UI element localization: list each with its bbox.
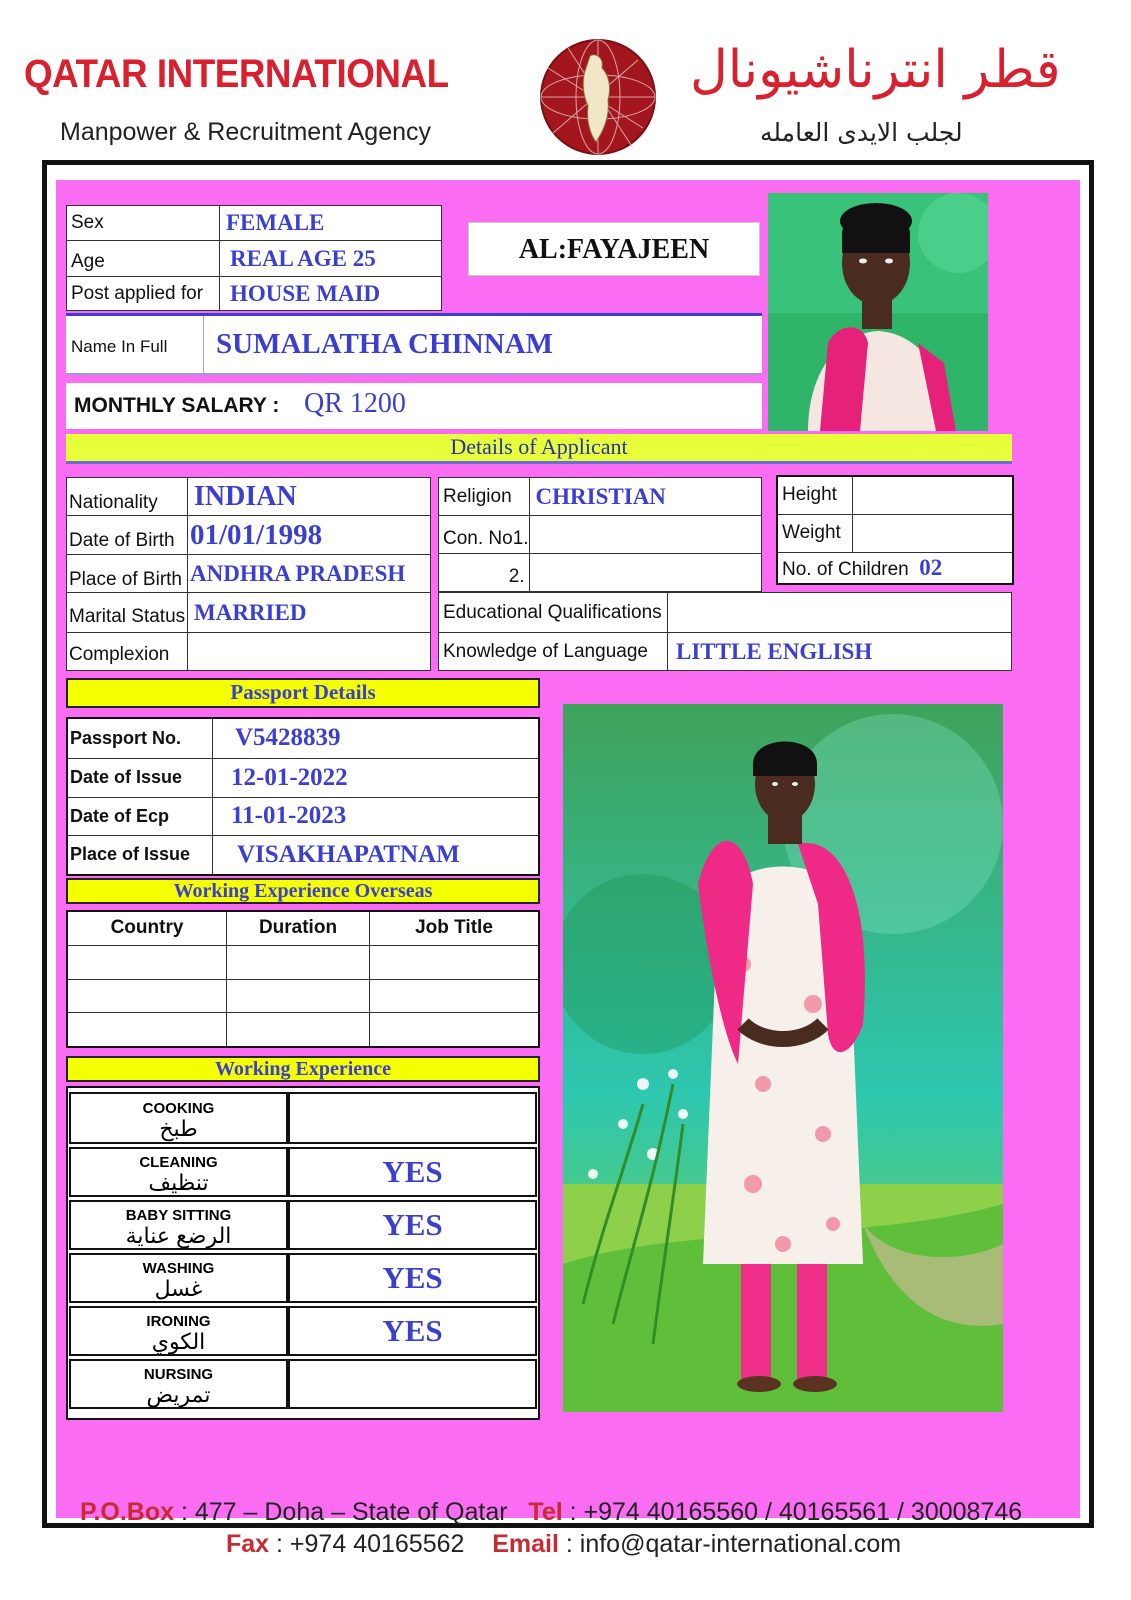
issue-place-value: VISAKHAPATNAM: [237, 840, 460, 868]
language-value: LITTLE ENGLISH: [676, 638, 873, 664]
skill-value: YES: [382, 1154, 443, 1189]
skill-value: YES: [382, 1313, 443, 1348]
agency-subtitle-en: Manpower & Recruitment Agency: [60, 118, 432, 146]
expiry-date-value: 11-01-2023: [231, 802, 347, 829]
agency-name-ar: قطر انترناشيونال: [690, 40, 1061, 100]
agency-subtitle-ar: لجلب الايدى العامله: [760, 118, 963, 147]
passport-no-value: V5428839: [235, 724, 341, 752]
expiry-date-label: Date of Ecp: [70, 805, 170, 826]
education-label: Educational Qualifications: [443, 601, 662, 623]
skill-label-ar: تمريض: [146, 1381, 211, 1407]
passport-table: [66, 717, 540, 876]
age-label: Age: [71, 250, 105, 272]
skill-label-ar: تنظيف: [148, 1169, 209, 1195]
nationality-value: INDIAN: [194, 480, 297, 512]
religion-value: CHRISTIAN: [535, 483, 666, 509]
basic-info-table: [66, 205, 442, 311]
email-value[interactable]: : info@qatar-international.com: [558, 1530, 902, 1558]
contact2-label: 2.: [508, 565, 525, 587]
footer-line-1: [80, 1498, 1022, 1527]
education-table: [438, 592, 1012, 671]
applicant-full-length-photo: [563, 704, 1003, 1412]
table-row: [67, 979, 539, 1012]
skill-row-cooking: [69, 1092, 537, 1144]
skill-label: BABY SITTING: [125, 1206, 232, 1224]
skill-label-ar: الكوي: [151, 1328, 206, 1354]
post-label: Post applied for: [71, 282, 204, 304]
skill-row-baby-sitting: [69, 1200, 537, 1250]
skill-value: YES: [382, 1207, 443, 1242]
dob-label: Date of Birth: [69, 530, 175, 551]
skill-label: CLEANING: [139, 1153, 218, 1171]
pobox-value: : 477 – Doha – State of Qatar: [174, 1498, 508, 1526]
skill-label-ar: غسل: [154, 1275, 203, 1301]
overseas-title: Working Experience Overseas: [66, 878, 540, 904]
skill-value: YES: [382, 1260, 443, 1295]
footer-line-2: [226, 1530, 901, 1559]
details-title: Details of Applicant: [66, 434, 1012, 464]
name-value: SUMALATHA CHINNAM: [216, 328, 553, 360]
agency-name-en: QATAR INTERNATIONAL: [24, 52, 449, 96]
children-value: 02: [919, 554, 943, 580]
job-title-header: Job Title: [415, 917, 493, 939]
physical-table: [776, 475, 1014, 585]
contact1-label: Con. No1.: [443, 527, 529, 549]
personal-details-table: [66, 477, 431, 671]
salary-row: [66, 383, 762, 429]
name-label: Name In Full: [71, 337, 168, 356]
skill-row-nursing: [69, 1359, 537, 1409]
duration-header: Duration: [258, 917, 338, 939]
sex-label: Sex: [71, 212, 104, 233]
skill-label: IRONING: [146, 1312, 211, 1330]
pob-value: ANDHRA PRADESH: [190, 560, 406, 586]
skills-table: [69, 1089, 537, 1412]
office-box: [468, 222, 760, 276]
issue-date-value: 12-01-2022: [231, 763, 348, 791]
passport-title: Passport Details: [66, 678, 540, 708]
issue-date-label: Date of Issue: [70, 767, 183, 787]
skill-label: NURSING: [143, 1365, 214, 1383]
passport-no-label: Passport No.: [70, 727, 182, 748]
experience-title: Working Experience: [66, 1056, 540, 1082]
children-label: No. of Children: [782, 558, 909, 580]
dob-value: 01/01/1998: [190, 518, 323, 551]
religion-contact-table: [438, 477, 762, 592]
skill-label-ar: طبخ: [159, 1115, 198, 1141]
age-value: REAL AGE 25: [230, 245, 376, 271]
skill-label-ar: الرضع عناية: [125, 1222, 232, 1248]
pobox-label: P.O.Box: [80, 1498, 175, 1526]
globe-logo-icon: [538, 38, 658, 156]
post-value: HOUSE MAID: [230, 280, 381, 306]
tel-value: : +974 40165560 / 40165561 / 30008746: [562, 1498, 1023, 1526]
pob-label: Place of Birth: [69, 568, 182, 590]
weight-label: Weight: [782, 522, 841, 543]
applicant-portrait-photo: [768, 193, 988, 431]
country-header: Country: [110, 917, 184, 939]
table-row: [67, 945, 539, 979]
height-label: Height: [782, 484, 837, 506]
skill-row-cleaning: [69, 1147, 537, 1197]
office-name: AL:FAYAJEEN: [518, 234, 710, 265]
tel-label: Tel: [528, 1498, 563, 1526]
skill-label: WASHING: [142, 1259, 215, 1277]
nationality-label: Nationality: [69, 491, 158, 513]
fax-value: : +974 40165562: [269, 1530, 465, 1558]
fax-label: Fax: [226, 1530, 270, 1558]
overseas-table: [66, 910, 540, 1048]
salary-value: QR 1200: [304, 388, 406, 419]
issue-place-label: Place of Issue: [70, 844, 191, 865]
sex-value: FEMALE: [226, 210, 325, 235]
marital-value: MARRIED: [194, 599, 307, 625]
religion-label: Religion: [443, 485, 512, 507]
complexion-label: Complexion: [69, 643, 170, 665]
salary-label: MONTHLY SALARY :: [74, 394, 280, 417]
skill-label: COOKING: [142, 1099, 215, 1117]
email-label: Email: [492, 1530, 559, 1558]
table-row: [67, 1012, 539, 1047]
marital-label: Marital Status: [69, 605, 186, 627]
name-row: [66, 313, 762, 375]
language-label: Knowledge of Language: [443, 640, 648, 662]
skill-row-washing: [69, 1253, 537, 1303]
skill-row-ironing: [69, 1306, 537, 1356]
